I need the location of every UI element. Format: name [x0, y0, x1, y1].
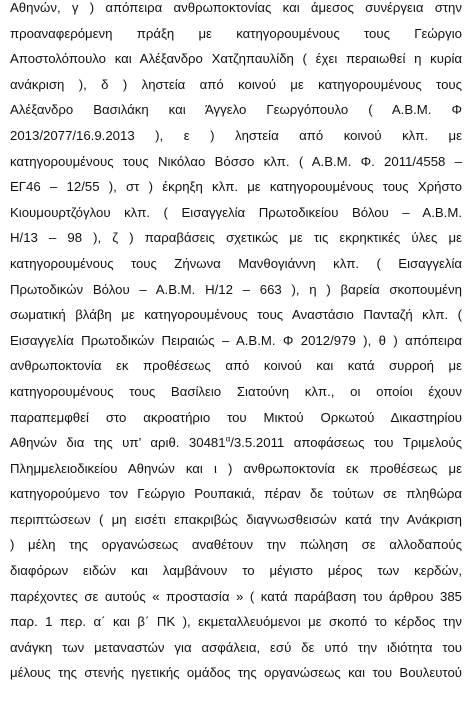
- text-line-8: ΕΓ46 – 12/55 ), στ ) έκρηξη κλπ. με κατηγορουμένους τους Χρήστο: [10, 179, 462, 195]
- text-line-12: Πρωτοδικών Βόλου – Α.Β.Μ. Η/12 – 663 ), η ) βαρεία σκοπουμένη: [10, 281, 462, 297]
- text-line-18-end: /3.5.2011 αποφάσεως του Τριμελούς: [230, 435, 462, 451]
- text-line-18: [10, 430, 462, 456]
- text-line-7: κατηγορουμένους τους Νικόλαο Βόσσο κλπ. ( Α.Β.Μ. Φ. 2011/4558 –: [10, 153, 462, 169]
- text-line-10: Η/13 – 98 ), ζ ) παραβάσεις σχετικώς με τις εκρηκτικές ύλες με: [10, 230, 462, 246]
- text-line-17: παραπεμφθεί στο ακροατήριο του Μικτού Ορκωτού Δικαστηρίου: [10, 409, 462, 425]
- text-line-15: ανθρωποκτονία εκ προθέσεως από κοινού και κατά συρροή με: [10, 358, 462, 374]
- text-line-9: Κιουμουρτζόγλου κλπ. ( Εισαγγελία Πρωτοδικείου Βόλου – Α.Β.Μ.: [10, 204, 462, 220]
- text-line-18-start: Αθηνών δια της υπ’ αριθ. 30481: [10, 435, 226, 451]
- text-line-14: Εισαγγελία Πρωτοδικών Πειραιώς – Α.Β.Μ. Φ 2012/979 ), θ ) απόπειρα: [10, 332, 462, 348]
- text-line-23: διαφόρων ειδών και λαμβάνουν το μέγιστο μέρος των κερδών,: [10, 563, 462, 579]
- text-line-27: μέλους της στενής ηγετικής ομάδος της οργανώσεως και του Βουλευτού: [10, 665, 462, 681]
- text-line-11: κατηγορουμένους τους Ζήνωνα Μανθογιάννη κλπ. ( Εισαγγελία: [10, 255, 462, 271]
- text-line-18-superscript: α: [225, 434, 231, 444]
- text-line-2: προαναφερόμενη πράξη με κατηγορουμένους τους Γεώργιο: [10, 25, 462, 41]
- document-page: [10, 0, 462, 726]
- text-line-24: παρέχοντες σε αυτούς « προστασία » ( κατά παράβαση του άρθρου 385: [10, 588, 462, 604]
- text-line-21: περιπτώσεων ( μη εισέτι επακριβώς διαγνωσθεισών κατά την Ανάκριση: [10, 511, 462, 527]
- text-line-3: Αποστολόπουλο και Αλέξανδρο Χατζηπαυλίδη ( έχει περαιωθεί η κυρία: [10, 51, 462, 67]
- text-line-16: κατηγορουμένους τους Βασίλειο Σιατούνη κλπ., οι οποίοι έχουν: [10, 383, 462, 399]
- text-line-20: κατηγορούμενο τον Γεώργιο Ρουπακιά, πέραν δε τούτων σε πληθώρα: [10, 486, 462, 502]
- text-line-5: Αλέξανδρο Βασιλάκη και Άγγελο Γεωργόπουλο ( Α.Β.Μ. Φ: [10, 102, 462, 118]
- text-line-4: ανάκριση ), δ ) ληστεία από κοινού με κατηγορουμένους τους: [10, 76, 462, 92]
- text-line-26: ανάγκη των μεταναστών για ασφάλεια, εσύ δε υπό την ιδιότητα του: [10, 639, 462, 655]
- text-line-22: ) μέλη της οργανώσεως αναθέτουν την πώληση σε αλλοδαπούς: [10, 537, 462, 553]
- text-line-13: σωματική βλάβη με κατηγορουμένους τους Αναστάσιο Πανταζή κλπ. (: [10, 307, 462, 323]
- text-line-6: 2013/2077/16.9.2013 ), ε ) ληστεία από κοινού κλπ. με: [10, 127, 462, 143]
- text-line-25: παρ. 1 περ. α΄ και β΄ ΠΚ ), εκμεταλλευόμενοι με σκοπό το κέρδος την: [10, 614, 462, 630]
- text-line-1: Αθηνών, γ ) απόπειρα ανθρωποκτονίας και άμεσος συνέργεια στην: [10, 0, 462, 15]
- text-line-19: Πλημμελειοδικείου Αθηνών και ι ) ανθρωποκτονία εκ προθέσεως με: [10, 460, 462, 476]
